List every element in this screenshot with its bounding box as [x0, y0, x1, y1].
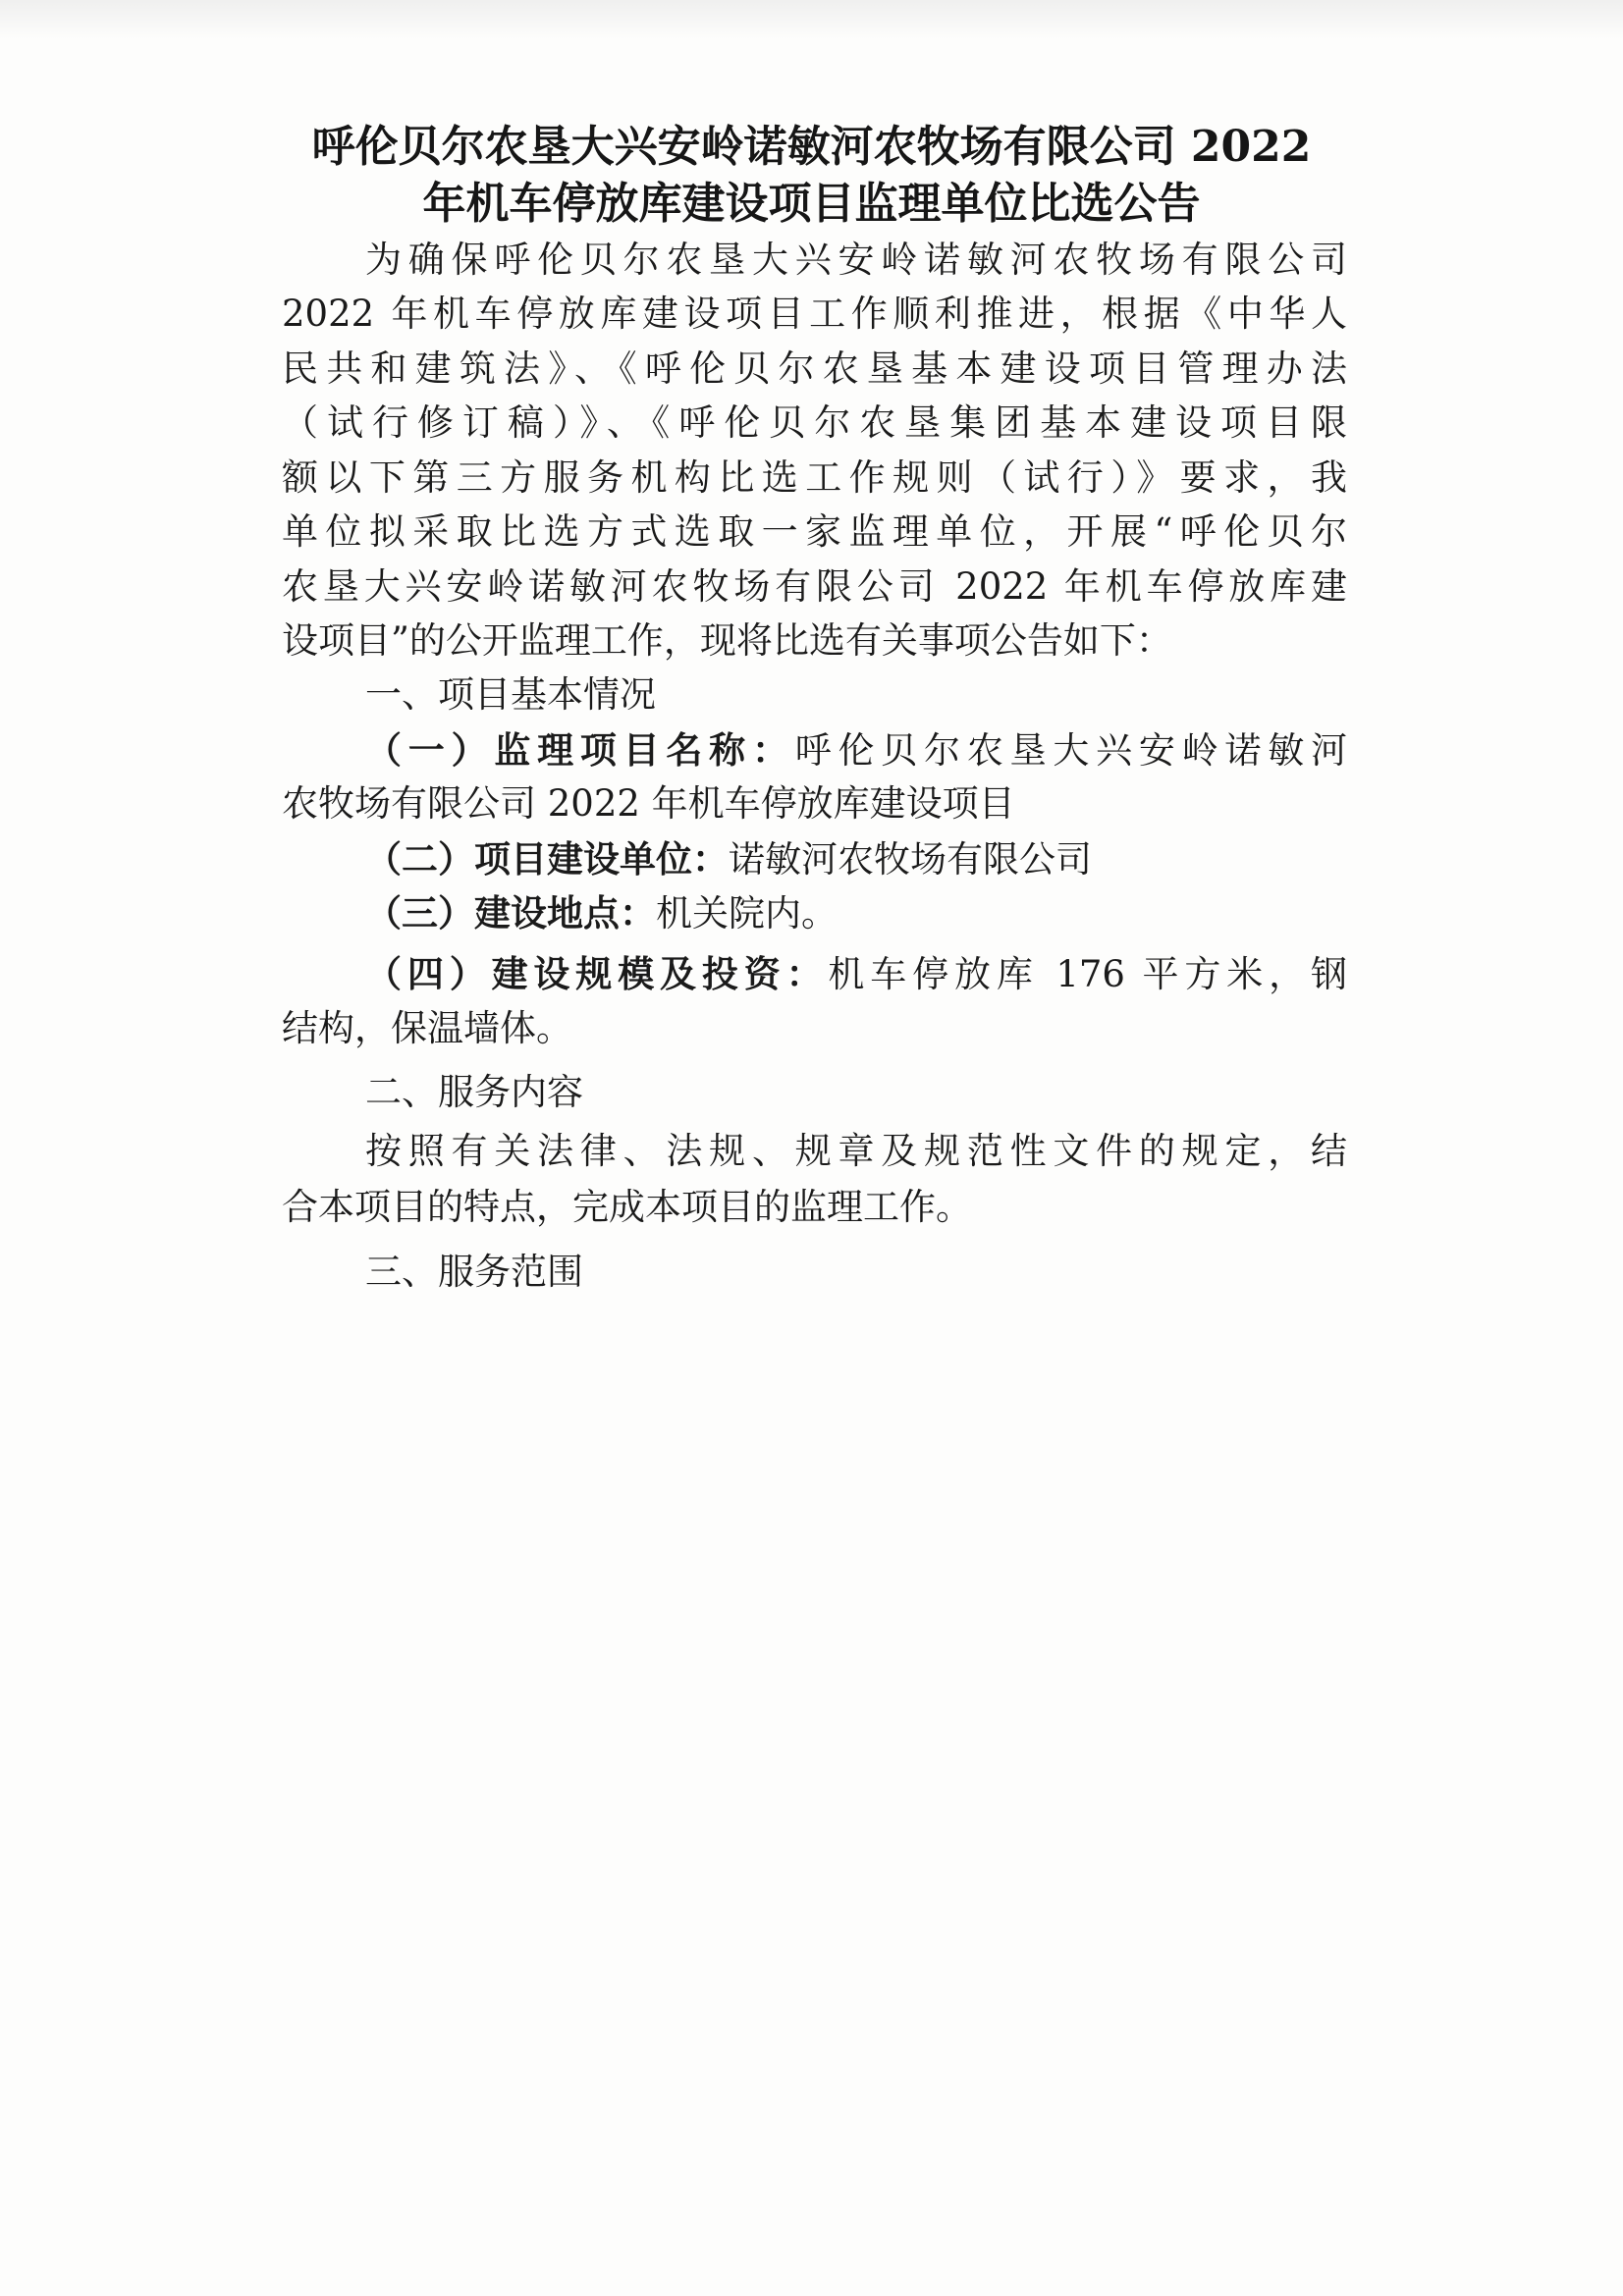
item4-value-1: 机车停放库 176 平方米，钢 — [828, 953, 1347, 995]
intro-line-2: 2022 年机车停放库建设项目工作顺利推进，根据《中华人 — [282, 293, 1347, 335]
item4-line-1 — [365, 946, 1347, 1002]
intro-line-1: 为确保呼伦贝尔农垦大兴安岭诺敏河农牧场有限公司 — [365, 239, 1347, 281]
item1-line-2: 农牧场有限公司 2022 年机车停放库建设项目 — [282, 782, 1015, 825]
section2-line-2: 合本项目的特点，完成本项目的监理工作。 — [282, 1186, 972, 1228]
item4-line-2: 结构，保温墙体。 — [282, 1007, 572, 1049]
intro-line-4: （试行修订稿）》、《呼伦贝尔农垦集团基本建设项目限 — [282, 401, 1347, 444]
section2-heading: 二、服务内容 — [365, 1071, 583, 1113]
intro-line-5: 额以下第三方服务机构比选工作规则（试行）》要求，我 — [282, 456, 1347, 499]
intro-line-7: 农垦大兴安岭诺敏河农牧场有限公司 2022 年机车停放库建 — [282, 565, 1347, 608]
item4-label: （四）建设规模及投资： — [365, 952, 829, 995]
item2-value: 诺敏河农牧场有限公司 — [729, 838, 1092, 881]
title-line-2: 年机车停放库建设项目监理单位比选公告 — [422, 179, 1201, 229]
item1-value-1: 呼伦贝尔农垦大兴安岭诺敏河 — [794, 729, 1348, 772]
item2-line — [365, 831, 1347, 887]
item2-label: （二）项目建设单位： — [365, 837, 729, 881]
section3-heading: 三、服务范围 — [365, 1251, 583, 1293]
scan-edge-shadow — [0, 0, 1623, 39]
intro-line-3: 民共和建筑法》、《呼伦贝尔农垦基本建设项目管理办法 — [282, 347, 1347, 390]
section1-heading: 一、项目基本情况 — [365, 673, 656, 716]
intro-line-8: 设项目”的公开监理工作，现将比选有关事项公告如下： — [282, 619, 1172, 662]
item1-label: （一）监理项目名称： — [365, 728, 795, 772]
item3-value: 机关院内。 — [656, 892, 838, 934]
title-line-1: 呼伦贝尔农垦大兴安岭诺敏河农牧场有限公司 2022 — [311, 122, 1312, 172]
section2-line-1: 按照有关法律、法规、规章及规范性文件的规定，结 — [365, 1130, 1347, 1172]
item3-line — [365, 885, 1347, 941]
intro-line-6: 单位拟采取比选方式选取一家监理单位，开展“呼伦贝尔 — [282, 510, 1347, 553]
item3-label: （三）建设地点： — [365, 891, 656, 934]
item1-line-1 — [365, 722, 1347, 778]
